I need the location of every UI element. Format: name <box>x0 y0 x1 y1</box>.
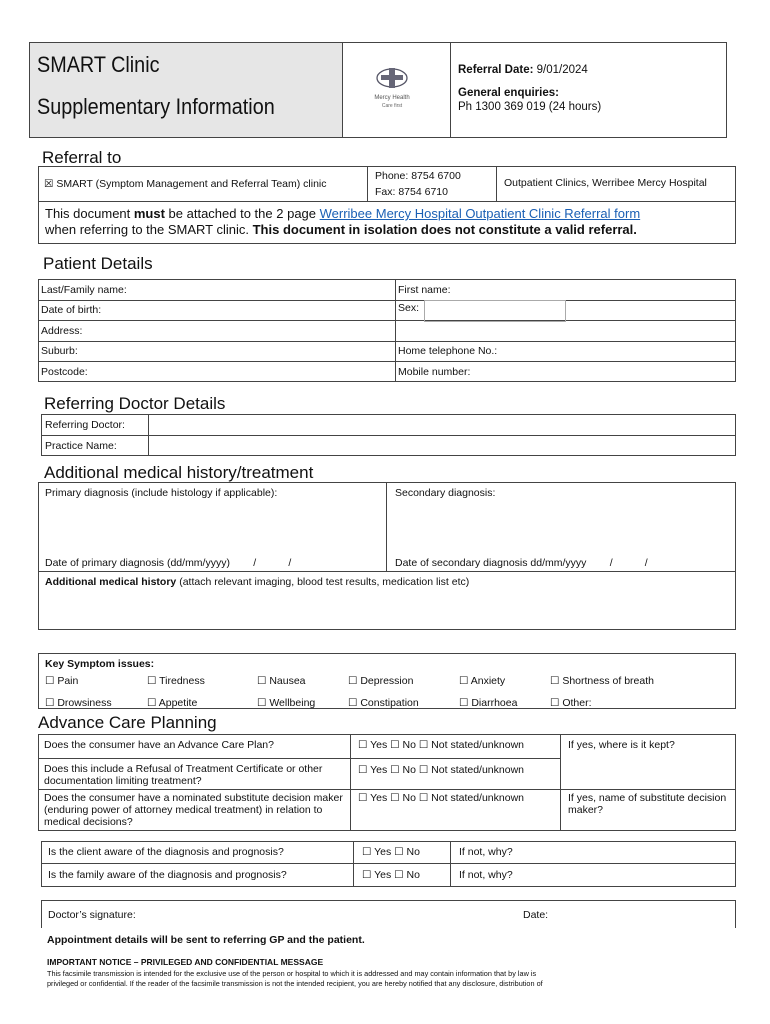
symptom-other[interactable]: ☐ Other: <box>550 697 592 709</box>
referral-col-1 <box>367 166 368 201</box>
postcode-field[interactable]: Postcode: <box>41 366 88 378</box>
awareness-col-1 <box>353 841 354 887</box>
advance-care-heading: Advance Care Planning <box>38 713 217 732</box>
signature-box <box>41 900 736 928</box>
practice-name-field[interactable]: Practice Name: <box>45 440 117 452</box>
address-field[interactable]: Address: <box>41 325 83 337</box>
symptom-nausea[interactable]: ☐ Nausea <box>257 675 306 687</box>
appointment-notice: Appointment details will be sent to referring GP and the patient. <box>47 934 365 946</box>
additional-history-hint: (attach relevant imaging, blood test results, medication list etc) <box>176 576 470 588</box>
referral-to-heading: Referral to <box>42 148 122 167</box>
acp-options-3[interactable]: ☐ Yes ☐ No ☐ Not stated/unknown <box>358 792 524 804</box>
confidential-text-line2: privileged or confidential. If the reader of the facsimile transmission is not the intended recipient, you are hereby notified that any disclosure, distribution of <box>47 979 543 988</box>
symptom-appetite[interactable]: ☐ Appetite <box>147 697 198 709</box>
last-name-field[interactable]: Last/Family name: <box>41 284 127 296</box>
patient-table <box>38 279 736 382</box>
key-symptoms-label: Key Symptom issues: <box>45 658 155 670</box>
doctor-col <box>148 414 149 456</box>
referral-note-must: must <box>133 206 165 221</box>
symptom-anxiety[interactable]: ☐ Anxiety <box>459 675 506 687</box>
symptom-pain[interactable]: ☐ Pain <box>45 675 79 687</box>
doctor-row <box>41 435 736 436</box>
client-aware-question: Is the client aware of the diagnosis and prognosis? <box>48 846 284 858</box>
symptom-shortness-of-breath[interactable]: ☐ Shortness of breath <box>550 675 654 687</box>
symptom-wellbeing[interactable]: ☐ Wellbeing <box>257 697 316 709</box>
referral-note-mid: be attached to the 2 page <box>164 206 320 221</box>
patient-details-heading: Patient Details <box>43 254 153 273</box>
first-name-field[interactable]: First name: <box>398 284 451 296</box>
dob-field[interactable]: Date of birth: <box>41 304 102 316</box>
referral-col-2 <box>496 166 497 201</box>
acp-options-2[interactable]: ☐ Yes ☐ No ☐ Not stated/unknown <box>358 764 524 776</box>
general-enquiries-label: General enquiries: <box>458 87 559 99</box>
home-phone-field[interactable]: Home telephone No.: <box>398 345 498 357</box>
referral-row-divider <box>38 201 736 202</box>
family-if-not-why[interactable]: If not, why? <box>459 869 513 881</box>
logo-name: Mercy Health <box>374 95 410 101</box>
sex-field[interactable]: Sex: <box>398 302 420 314</box>
history-col <box>386 482 387 571</box>
header-divider-1 <box>342 42 343 138</box>
patient-row-3 <box>38 341 736 342</box>
referral-form-link[interactable]: Werribee Mercy Hospital Outpatient Clinic Referral form <box>319 206 641 221</box>
additional-history-field[interactable] <box>45 576 469 588</box>
medical-history-heading: Additional medical history/treatment <box>44 463 314 482</box>
mercy-health-logo <box>367 64 417 114</box>
mobile-field[interactable]: Mobile number: <box>398 366 471 378</box>
referral-date <box>458 64 588 76</box>
referral-note-line2 <box>45 222 637 237</box>
referral-note-pre: This document <box>45 206 134 221</box>
acp-question-1: Does the consumer have an Advance Care Plan? <box>44 739 274 751</box>
acp-where-kept[interactable]: If yes, where is it kept? <box>568 739 675 751</box>
primary-diagnosis-field[interactable]: Primary diagnosis (include histology if applicable): <box>45 487 278 499</box>
clinic-fax: Fax: 8754 6710 <box>375 186 448 198</box>
family-aware-question: Is the family aware of the diagnosis and prognosis? <box>48 869 287 881</box>
referral-date-value: 9/01/2024 <box>536 64 588 76</box>
signature-date-field[interactable]: Date: <box>523 909 549 921</box>
awareness-row <box>41 863 736 864</box>
page-title-line2: Supplementary Information <box>37 94 275 119</box>
clinic-phone: Phone: 8754 6700 <box>375 170 461 182</box>
secondary-date-field[interactable]: Date of secondary diagnosis dd/mm/yyyy / / <box>395 557 648 569</box>
header-divider-2 <box>450 42 451 138</box>
acp-col-1 <box>350 734 351 831</box>
acp-col-2 <box>560 734 561 831</box>
referral-note-line1 <box>45 206 640 221</box>
logo-tagline: Care first <box>381 103 403 109</box>
client-if-not-why[interactable]: If not, why? <box>459 846 513 858</box>
referring-doctor-heading: Referring Doctor Details <box>44 394 226 413</box>
symptom-diarrhoea[interactable]: ☐ Diarrhoea <box>459 697 518 709</box>
referral-date-label: Referral Date: <box>458 64 534 76</box>
page-title-line1: SMART Clinic <box>37 52 160 77</box>
acp-question-3: Does the consumer have a nominated substitute decision maker (enduring power of attorney medical treatment) in relation to medical decisions? <box>44 792 343 828</box>
patient-row-1 <box>38 300 736 301</box>
clinic-location: Outpatient Clinics, Werribee Mercy Hospital <box>504 177 707 189</box>
additional-history-label: Additional medical history <box>45 576 177 588</box>
acp-question-2: Does this include a Refusal of Treatment Certificate or other documentation limiting treatment? <box>44 763 323 787</box>
confidential-heading: IMPORTANT NOTICE – PRIVILEGED AND CONFIDENTIAL MESSAGE <box>47 957 324 967</box>
doctor-signature-field[interactable]: Doctor’s signature: <box>48 909 136 921</box>
primary-date-field[interactable]: Date of primary diagnosis (dd/mm/yyyy) / / <box>45 557 292 569</box>
clinic-checkbox[interactable]: ☒ SMART (Symptom Management and Referral Team) clinic <box>44 178 327 190</box>
patient-row-2 <box>38 320 736 321</box>
client-aware-options[interactable]: ☐ Yes ☐ No <box>362 846 420 858</box>
secondary-diagnosis-field[interactable]: Secondary diagnosis: <box>395 487 496 499</box>
symptom-drowsiness[interactable]: ☐ Drowsiness <box>45 697 112 709</box>
symptom-tiredness[interactable]: ☐ Tiredness <box>147 675 205 687</box>
acp-row-2 <box>38 789 736 790</box>
acp-row-1 <box>38 758 560 759</box>
acp-options-1[interactable]: ☐ Yes ☐ No ☐ Not stated/unknown <box>358 739 524 751</box>
awareness-col-2 <box>450 841 451 887</box>
patient-row-4 <box>38 361 736 362</box>
history-row <box>38 571 736 572</box>
history-table <box>38 482 736 630</box>
confidential-text-line1: This facsimile transmission is intended for the exclusive use of the person or hospital to which it is addressed and may contain information that by law is <box>47 969 537 978</box>
symptom-depression[interactable]: ☐ Depression <box>348 675 414 687</box>
family-aware-options[interactable]: ☐ Yes ☐ No <box>362 869 420 881</box>
sex-input[interactable] <box>424 300 566 322</box>
cross-icon <box>367 64 417 92</box>
referral-note-bold: This document in isolation does not constitute a valid referral. <box>252 222 637 237</box>
referring-doctor-field[interactable]: Referring Doctor: <box>45 419 125 431</box>
symptom-constipation[interactable]: ☐ Constipation <box>348 697 419 709</box>
acp-substitute-name[interactable]: If yes, name of substitute decision maker? <box>568 792 727 816</box>
patient-col <box>395 279 396 382</box>
suburb-field[interactable]: Suburb: <box>41 345 78 357</box>
referral-note-line2-text: when referring to the SMART clinic. <box>45 222 253 237</box>
general-enquiries-value: Ph 1300 369 019 (24 hours) <box>458 101 602 113</box>
